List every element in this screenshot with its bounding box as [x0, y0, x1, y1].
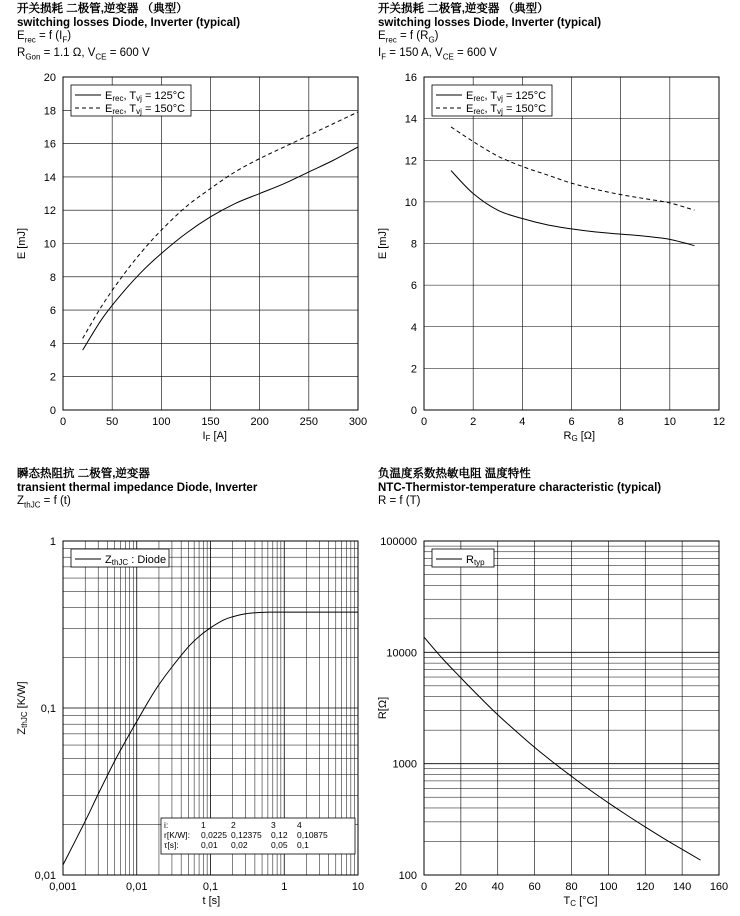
series-line-2 [451, 127, 694, 210]
legend-entry: Erec, Tvj = 125°C [105, 90, 186, 103]
legend-box [432, 549, 494, 567]
y-axis-title: ZthJC [K/W] [16, 681, 29, 735]
y-tick-label: 1 [49, 536, 56, 548]
y-tick-label: 20 [43, 72, 56, 84]
x-tick-label: 2 [470, 416, 477, 428]
y-tick-label: 100000 [380, 536, 417, 548]
y-tick-label: 10000 [386, 647, 417, 660]
table-cell: 4 [297, 820, 302, 830]
table-cell: r[K/W]: [164, 830, 190, 840]
y-tick-label: 16 [404, 72, 417, 84]
table-cell: 0,10875 [297, 830, 328, 840]
x-tick-label: 10 [663, 416, 676, 428]
chart4-title-en: NTC-Thermistor-temperature characteristic (typical) [378, 481, 662, 494]
x-tick-label: 6 [568, 416, 575, 428]
y-tick-label: 100 [398, 870, 417, 882]
legend-entry: Rtyp [466, 554, 485, 567]
x-tick-label: 140 [672, 881, 692, 893]
x-tick-label: 40 [491, 881, 504, 893]
x-tick-label: 200 [250, 416, 269, 428]
y-tick-label: 14 [43, 171, 56, 184]
y-axis-title: E [mJ] [16, 227, 28, 260]
chart2-function: $E_{rec} = f$ $(R_G)$ [378, 30, 439, 45]
table-cell: 2 [231, 820, 236, 830]
chart3-title-en: transient thermal impedance Diode, Inverter [17, 481, 258, 494]
x-tick-label: 12 [712, 416, 726, 428]
y-tick-label: 2 [49, 371, 56, 384]
table-cell: 1 [201, 820, 206, 830]
y-tick-label: 6 [49, 305, 56, 318]
y-axis-title: R[Ω] [377, 696, 389, 720]
y-tick-label: 8 [49, 271, 56, 284]
x-tick-label: 250 [299, 416, 319, 428]
y-tick-label: 6 [410, 280, 417, 293]
chart2-title-en: switching losses Diode, Inverter (typical) [378, 16, 602, 29]
x-axis-title: TC [°C] [563, 895, 598, 908]
table-cell: 0,02 [231, 840, 248, 850]
y-tick-label: 10 [404, 196, 417, 209]
y-tick-label: 0 [49, 405, 56, 417]
x-tick-label: 100 [599, 881, 618, 893]
legend-entry: ZthJC : Diode [105, 554, 167, 567]
y-tick-label: 10 [43, 238, 56, 251]
x-tick-label: 1 [281, 881, 288, 893]
x-tick-label: 150 [201, 416, 220, 428]
x-tick-label: 0 [59, 416, 67, 428]
y-tick-label: 0,01 [34, 870, 56, 882]
chart1-title-en: switching losses Diode, Inverter (typical) [17, 16, 241, 29]
x-tick-label: 300 [348, 416, 368, 428]
table-cell: 0,1 [297, 840, 309, 850]
y-tick-label: 14 [404, 113, 417, 126]
x-tick-label: 0,1 [202, 881, 219, 893]
x-tick-label: 80 [565, 881, 578, 893]
y-tick-label: 8 [410, 238, 417, 251]
x-tick-label: 50 [106, 416, 119, 428]
chart1-conditions: $R_{Gon} = 1.1$ Ω, $V_{CE} = 600$ V [17, 46, 150, 62]
table-cell: 0,05 [271, 840, 288, 850]
y-tick-label: 0 [410, 405, 417, 417]
chart1 [16, 72, 367, 443]
chart2-title-cn: 开关损耗 二极管,逆变器 （典型） [378, 3, 549, 15]
x-tick-label: 0 [420, 416, 428, 428]
table-cell: 0,12 [271, 830, 288, 840]
chart4 [377, 536, 728, 908]
series-line-1 [424, 637, 701, 860]
chart4-function: R = f (T) [378, 495, 421, 507]
table-cell: i: [164, 820, 169, 830]
x-tick-label: 0 [420, 881, 428, 893]
table-cell: τ[s]: [164, 840, 179, 850]
x-tick-label: 60 [528, 881, 541, 893]
series-line-1 [83, 147, 358, 350]
x-tick-label: 4 [519, 416, 526, 428]
chart3-function: $Z_{thJC} = f$ (t) [17, 495, 71, 510]
y-tick-label: 0,1 [40, 703, 56, 715]
chart2 [377, 72, 725, 443]
table-cell: 0,0225 [201, 830, 227, 840]
y-tick-label: 16 [43, 138, 56, 151]
legend-entry: Erec, Tvj = 150°C [466, 103, 547, 116]
y-tick-label: 2 [410, 363, 417, 376]
legend-entry: Erec, Tvj = 125°C [466, 90, 547, 103]
y-tick-label: 12 [404, 155, 417, 168]
y-tick-label: 4 [49, 338, 56, 351]
legend-entry: Erec, Tvj = 150°C [105, 103, 186, 116]
y-tick-label: 12 [43, 205, 56, 218]
x-tick-label: 0,001 [49, 881, 77, 893]
x-axis-title: t [s] [202, 895, 221, 907]
table-cell: 0,01 [201, 840, 218, 850]
chart3 [16, 536, 364, 907]
y-tick-label: 18 [43, 105, 56, 118]
table-cell: 0,12375 [231, 830, 262, 840]
chart2-conditions: $I_F = 150$ A, $V_{CE} = 600$ V [378, 46, 497, 62]
series-line-1 [451, 171, 694, 246]
x-tick-label: 0,01 [126, 881, 148, 893]
x-axis-title: IF [A] [202, 430, 227, 443]
y-axis-title: E [mJ] [377, 227, 389, 260]
x-tick-label: 120 [636, 881, 655, 893]
x-tick-label: 10 [351, 881, 365, 893]
chart4-title-cn: 负温度系数热敏电阻 温度特性 [378, 468, 531, 480]
chart3-title-cn: 瞬态热阻抗 二极管,逆变器 [17, 468, 150, 480]
x-tick-label: 160 [709, 881, 729, 893]
x-tick-label: 100 [152, 416, 171, 428]
chart1-function: $E_{rec} = f$ $(I_F)$ [17, 30, 72, 45]
x-tick-label: 20 [454, 881, 467, 893]
y-tick-label: 4 [410, 321, 417, 334]
x-axis-title: RG [Ω] [563, 430, 596, 443]
chart1-title-cn: 开关损耗 二极管,逆变器 （典型） [17, 3, 188, 15]
table-cell: 3 [271, 820, 276, 830]
series-line-2 [83, 112, 358, 338]
y-tick-label: 1000 [392, 758, 417, 771]
x-tick-label: 8 [617, 416, 624, 428]
